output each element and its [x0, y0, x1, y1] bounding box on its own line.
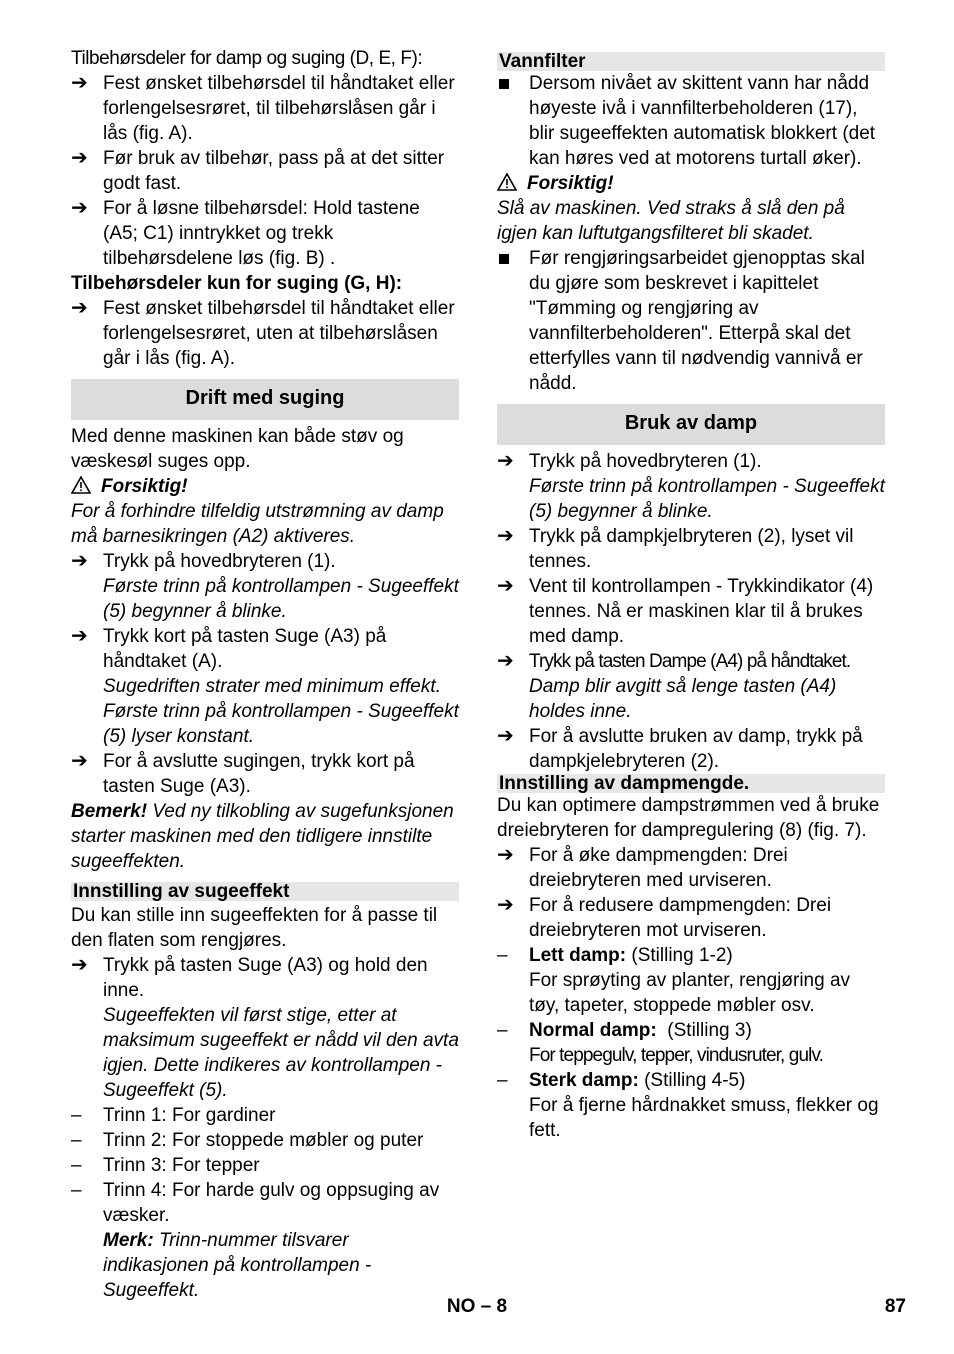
arrow-icon: ➔	[497, 894, 514, 916]
dash-bullet: –	[497, 945, 508, 966]
steam-mode-item: – Lett damp: (Stilling 1-2) For sprøyting av planter, rengjøring av tøy, tapeter, stoppede møbler osv.	[497, 945, 851, 1016]
list-item: ➔ Før bruk av tilbehør, pass på at det sitter godt fast.	[71, 147, 445, 194]
arrow-icon: ➔	[71, 197, 88, 219]
arrow-icon: ➔	[497, 844, 514, 866]
list-item: ➔ For å avslutte sugingen, trykk kort på tasten Suge (A3).	[71, 750, 415, 797]
dash-bullet: –	[497, 1020, 508, 1041]
level-item: – Trinn 4: For harde gulv og oppsuging av væsker. Merk: Trinn-nummer tilsvarer indikasjonen på kontrollampen - Sugeeffekt.	[71, 1180, 440, 1301]
subsection-text: Du kan optimere dampstrømmen ved å bruke dreiebryteren for dampregulering (8) (fig. 7).	[497, 795, 880, 841]
arrow-icon: ➔	[497, 575, 514, 597]
dash-bullet: –	[71, 1105, 82, 1126]
section-heading-steam: Bruk av damp	[497, 404, 885, 445]
subsection-heading-steam-amount: Innstilling av dampmengde.	[497, 774, 885, 793]
intro-steam-suction: Tilbehørsdeler for damp og suging (D, E, F):	[71, 48, 423, 69]
footer-section-label: NO – 8	[446, 1296, 508, 1317]
list-item: ➔ Trykk på dampkjelbryteren (2), lyset vil tennes.	[497, 525, 854, 572]
caution-heading: Forsiktig!	[497, 171, 885, 196]
subsection-text: Du kan stille inn sugeeffekten for å passe til den flaten som rengjøres.	[71, 905, 438, 951]
subsection-heading-water-filter: Vannfilter	[497, 52, 885, 71]
section-heading-suction: Drift med suging	[71, 379, 459, 420]
arrow-icon: ➔	[497, 725, 514, 747]
list-item: ➔ Vent til kontrollampen - Trykkindikator (4) tennes. Nå er maskinen klar til å brukes med damp.	[497, 575, 874, 647]
arrow-icon: ➔	[71, 72, 88, 94]
page-number: 87	[884, 1296, 906, 1317]
list-item: Før rengjøringsarbeidet gjenopptas skal du gjøre som beskrevet i kapittelet "Tømming og rengjøring av vannfilterbeholderen". Etterpå skal det etterfylles vann til nødvendig vannivå er nådd.	[497, 246, 885, 396]
warning-triangle-icon	[497, 173, 517, 191]
arrow-icon: ➔	[71, 550, 88, 572]
note-text: Merk: Trinn-nummer tilsvarer indikasjonen på kontrollampen - Sugeeffekt.	[103, 1230, 372, 1301]
list-item: ➔ Trykk på tasten Suge (A3) og hold den inne. Sugeeffekten vil først stige, etter at maksimum sugeeffekt er nådd vil den avta igjen. Dette indikeres av kontrollampen - Sugeeffekt (5).	[71, 954, 459, 1101]
section-intro-text: Med denne maskinen kan både støv og væskesøl suges opp.	[71, 426, 404, 472]
list-item: ➔ Trykk på hovedbryteren (1). Første trinn på kontrollampen - Sugeeffekt (5) begynner å blinke.	[71, 550, 459, 622]
list-item: Dersom nivået av skittent vann har nådd høyeste ivå i vannfilterbeholderen (17), blir sugeeffekten automatisk blokkert (det kan høres ved at motorens turtall øker).	[497, 71, 885, 171]
list-item: ➔ Fest ønsket tilbehørsdel til håndtaket eller forlengelsesrøret, uten at tilbehørslåsen går i lås (fig. A).	[71, 297, 455, 369]
left-column	[71, 46, 459, 1303]
list-item: ➔ Trykk på tasten Dampe (A4) på håndtaket. Damp blir avgitt så lenge tasten (A4) holdes inne.	[497, 650, 851, 722]
arrow-icon: ➔	[71, 297, 88, 319]
dash-bullet: –	[71, 1130, 82, 1151]
level-item: – Trinn 2: For stoppede møbler og puter	[71, 1130, 424, 1151]
level-item: – Trinn 1: For gardiner	[71, 1105, 276, 1126]
list-item: ➔ Trykk kort på tasten Suge (A3) på håndtaket (A). Sugedriften strater med minimum effekt. Første trinn på kontrollampen - Sugeeffekt (5) lyser konstant.	[71, 625, 459, 747]
caution-text: Slå av maskinen. Ved straks å slå den på igjen kan luftutgangsfilteret bli skadet.	[497, 198, 845, 244]
caution-text: For å forhindre tilfeldig utstrømning av damp må barnesikringen (A2) aktiveres.	[71, 501, 444, 547]
list-item: ➔ For å løsne tilbehørsdel: Hold tastene (A5; C1) inntrykket og trekk tilbehørsdelene løs (fig. B) .	[71, 197, 420, 269]
list-item: ➔ For å avslutte bruken av damp, trykk på dampkjelebryteren (2).	[497, 725, 863, 772]
arrow-icon: ➔	[71, 147, 88, 169]
square-bullet-icon	[499, 254, 509, 264]
caution-heading: Forsiktig!	[71, 474, 459, 499]
dash-bullet: –	[71, 1155, 82, 1176]
list-item: ➔ Fest ønsket tilbehørsdel til håndtaket eller forlengelsesrøret, til tilbehørslåsen går i lås (fig. A).	[71, 72, 455, 144]
arrow-icon: ➔	[497, 450, 514, 472]
list-item: ➔ For å øke dampmengden: Drei dreiebryteren med urviseren.	[497, 844, 788, 891]
intro-suction-only: Tilbehørsdeler kun for suging (G, H):	[71, 273, 403, 294]
square-bullet-icon	[499, 79, 509, 89]
right-column	[497, 46, 885, 1143]
dash-bullet: –	[71, 1180, 82, 1201]
level-item: – Trinn 3: For tepper	[71, 1155, 260, 1176]
warning-triangle-icon	[71, 476, 91, 494]
remark-paragraph: Bemerk! Ved ny tilkobling av sugefunksjonen starter maskinen med den tidligere innstilte sugeeffekten.	[71, 801, 454, 872]
arrow-icon: ➔	[497, 525, 514, 547]
arrow-icon: ➔	[497, 650, 514, 672]
arrow-icon: ➔	[71, 750, 88, 772]
arrow-icon: ➔	[71, 625, 88, 647]
arrow-icon: ➔	[71, 954, 88, 976]
steam-mode-item: – Sterk damp: (Stilling 4-5) For å fjerne hårdnakket smuss, flekker og fett.	[497, 1070, 879, 1141]
dash-bullet: –	[497, 1070, 508, 1091]
steam-mode-item: – Normal damp: (Stilling 3) For teppegulv, tepper, vindusruter, gulv.	[497, 1020, 824, 1066]
subsection-heading-suction-power: Innstilling av sugeeffekt	[71, 882, 459, 901]
list-item: ➔ Trykk på hovedbryteren (1). Første trinn på kontrollampen - Sugeeffekt (5) begynner å blinke.	[497, 450, 885, 522]
list-item: ➔ For å redusere dampmengden: Drei dreiebryteren mot urviseren.	[497, 894, 832, 941]
